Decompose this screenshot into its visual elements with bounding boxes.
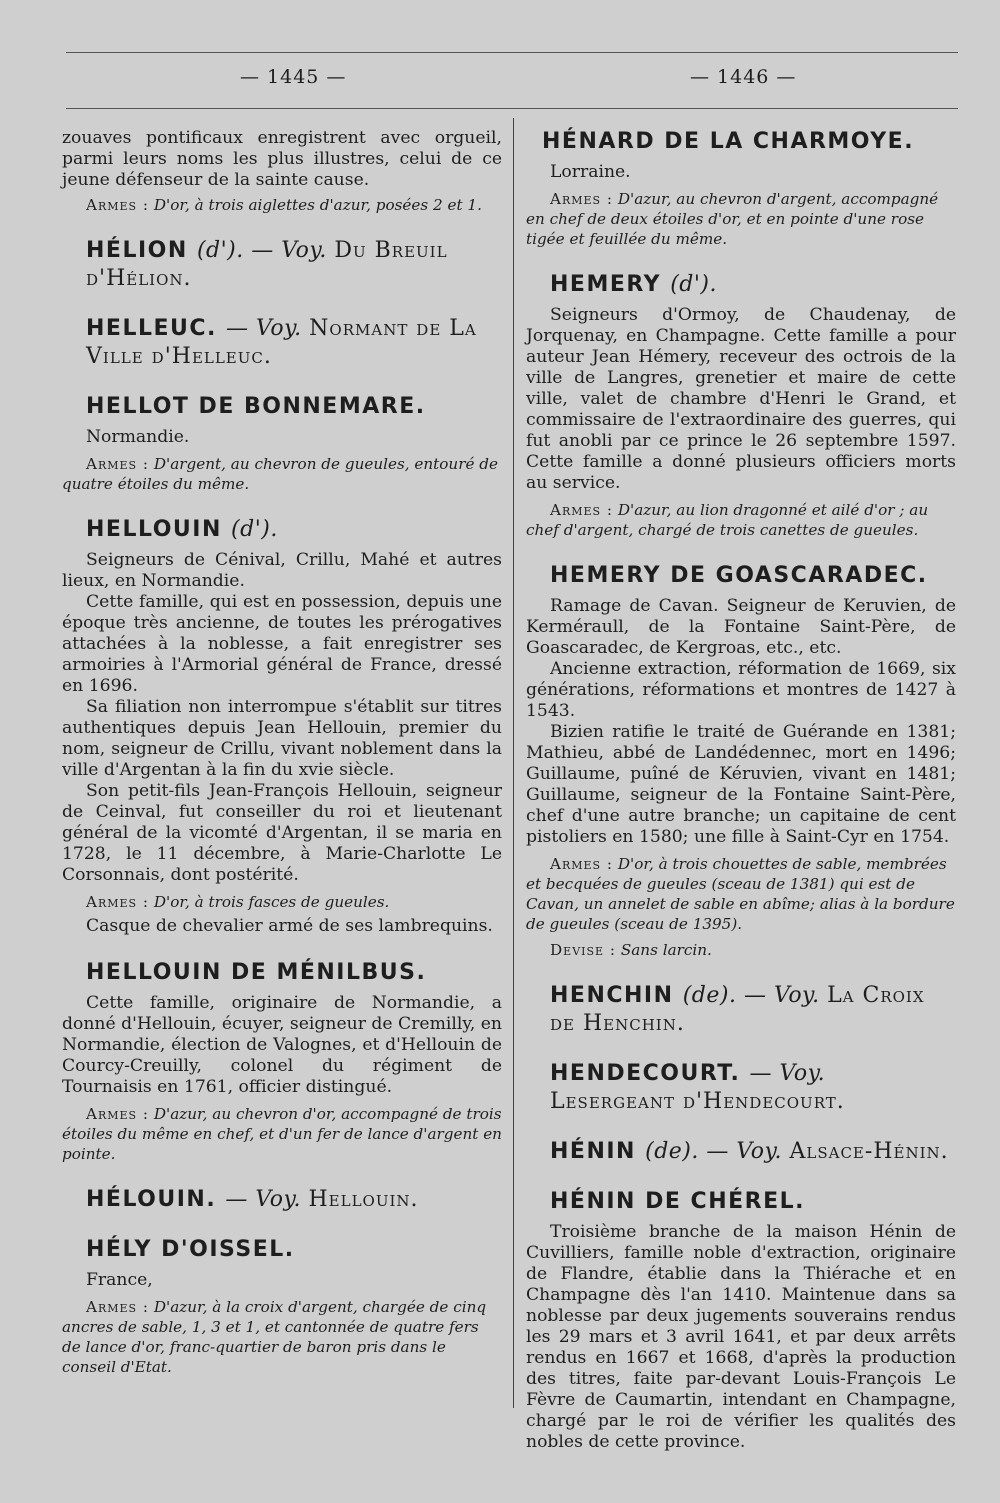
intro-armes bbox=[62, 195, 502, 215]
voy-text: — Voy. bbox=[706, 1139, 782, 1164]
entry-title-hendecourt bbox=[550, 1060, 956, 1116]
title-text: HÉNIN bbox=[550, 1139, 636, 1164]
title-particle: (d'). bbox=[196, 238, 244, 263]
title-particle: (de). bbox=[682, 983, 737, 1008]
intro-paragraph: zouaves pontificaux enregistrent avec orgueil, parmi leurs noms les plus illustres, celui de ce jeune défenseur de la sainte cause. bbox=[62, 128, 502, 190]
entry-title-menilbus: HELLOUIN DE MÉNILBUS. bbox=[86, 960, 427, 985]
region-hellot: Normandie. bbox=[86, 427, 190, 447]
title-text: HENCHIN bbox=[550, 983, 674, 1008]
armes-hemery bbox=[526, 500, 956, 540]
armes-text: D'azur, au chevron d'or, accompagné de trois étoiles du même en chef, et d'un fer de lance d'argent en pointe. bbox=[62, 1105, 502, 1163]
devise-label: Devise : bbox=[550, 941, 617, 959]
armes-hely bbox=[62, 1297, 502, 1377]
hellouin-paragraph-2: Cette famille, qui est en possession, depuis une époque très ancienne, de toutes les prérogatives attachées à la noblesse, a fait enregistrer ses armoiries à l'Armorial général de France, dressé en 1696. bbox=[62, 592, 502, 696]
region-hely: France, bbox=[86, 1270, 153, 1290]
armes-label: Armes : bbox=[550, 190, 614, 208]
entry-title-goascaradec: HEMERY DE GOASCARADEC. bbox=[550, 563, 928, 588]
column-divider bbox=[513, 118, 514, 1408]
armes-text: D'azur, à la croix d'argent, chargée de cinq ancres de sable, 1, 3 et 1, et cantonnée de quatre fers de lance d'or, franc-quartier de baron pris dans le conseil d'Etat. bbox=[62, 1298, 487, 1376]
hellouin-casque: Casque de chevalier armé de ses lambrequins. bbox=[86, 916, 493, 936]
title-text: HELLEUC. bbox=[86, 316, 217, 341]
voy-text: — Voy. bbox=[749, 1061, 826, 1086]
entry-title-hely: HÉLY D'OISSEL. bbox=[86, 1237, 295, 1262]
armes-text: D'azur, au chevron d'argent, accompagné en chef de deux étoiles d'or, et en pointe d'une rose tigée et feuillée du même. bbox=[526, 190, 939, 248]
goas-paragraph-3: Bizien ratifie le traité de Guérande en 1381; Mathieu, abbé de Landédennec, mort en 1496; Guillaume, puîné de Kéruvien, vivant en 1481; Guillaume, seigneur de la Fontaine Saint-Père, chef d'une autre branche; un capitaine de cent pistoliers en 1580; une fille à Saint-Cyr en 1754. bbox=[526, 722, 956, 847]
armes-label: Armes : bbox=[86, 1298, 150, 1316]
title-particle: (d'). bbox=[231, 517, 278, 542]
title-particle: (de). bbox=[645, 1139, 699, 1164]
cross-reference: Du Breuil d'Hélion. bbox=[86, 238, 448, 291]
armes-hellot bbox=[62, 454, 502, 494]
cross-reference: Lesergeant d'Hendecourt. bbox=[550, 1089, 845, 1114]
cherel-paragraph-1: Troisième branche de la maison Hénin de Cuvilliers, famille noble d'extraction, originaire de Flandre, établie dans la Thiérache et en Champagne dès l'an 1410. Maintenue dans sa noblesse par deux jugements souverains rendus les 29 mars et 3 avril 1641, et par deux arrêts rendus en 1667 et 1668, d'après la production des titres, faite par-devant Louis-François Le Fèvre de Caumartin, intendant en Champagne, chargé par le roi de vérifier les qualités des nobles de cette province. bbox=[526, 1222, 956, 1452]
entry-title-henchin bbox=[550, 982, 956, 1038]
voy-text: — Voy. bbox=[743, 983, 820, 1008]
armes-text: D'argent, au chevron de gueules, entouré de quatre étoiles du même. bbox=[62, 455, 498, 493]
armes-label: Armes : bbox=[86, 893, 150, 911]
armes-hellouin bbox=[62, 892, 502, 912]
voy-text: — Voy. bbox=[225, 1187, 301, 1212]
armes-label: Armes : bbox=[86, 196, 150, 214]
armes-label: Armes : bbox=[550, 855, 614, 873]
title-text: HELLOUIN bbox=[86, 517, 222, 542]
armes-label: Armes : bbox=[86, 1105, 150, 1123]
armes-text: D'or, à trois chouettes de sable, membrées et becquées de gueules (sceau de 1381) qui est de Cavan, un annelet de sable en abîme; alias à la bordure de gueules (sceau de 1395). bbox=[526, 855, 955, 933]
title-particle: (d'). bbox=[670, 272, 717, 297]
entry-title-hellouin bbox=[86, 516, 502, 544]
entry-title-cherel: HÉNIN DE CHÉREL. bbox=[550, 1189, 805, 1214]
armes-text: D'or, à trois aiglettes d'azur, posées 2 et 1. bbox=[153, 196, 482, 214]
hellouin-paragraph-4: Son petit-fils Jean-François Hellouin, seigneur de Ceinval, fut conseiller du roi et lieutenant général de la vicomté d'Argentan, il se maria en 1728, le 11 décembre, à Marie-Charlotte Le Corsonnais, dont postérité. bbox=[62, 781, 502, 885]
page-number-right: — 1446 — bbox=[690, 66, 797, 88]
header-rule bbox=[66, 108, 958, 109]
hemery-paragraph-1: Seigneurs d'Ormoy, de Chaudenay, de Jorquenay, en Champagne. Cette famille a pour auteur Jean Hémery, receveur des octrois de la ville de Langres, grenetier et maire de cette ville, valet de chambre d'Henri le Grand, et commissaire de l'extraordinaire des guerres, qui fut anobli par ce prince le 26 septembre 1597. Cette famille a donné plusieurs officiers morts au service. bbox=[526, 305, 956, 493]
cross-reference: La Croix de Henchin. bbox=[550, 983, 925, 1036]
cross-reference: Hellouin. bbox=[308, 1187, 419, 1212]
voy-text: — Voy. bbox=[251, 238, 327, 263]
left-column bbox=[62, 128, 502, 1377]
entry-title-henard: HÉNARD DE LA CHARMOYE. bbox=[542, 129, 915, 154]
armes-text: D'or, à trois fasces de gueules. bbox=[153, 893, 390, 911]
top-rule bbox=[66, 52, 958, 53]
page-number-left: — 1445 — bbox=[240, 66, 347, 88]
goas-paragraph-2: Ancienne extraction, réformation de 1669, six générations, réformations et montres de 1427 à 1543. bbox=[526, 659, 956, 721]
devise-goas bbox=[526, 940, 956, 960]
armes-label: Armes : bbox=[86, 455, 150, 473]
goas-paragraph-1: Ramage de Cavan. Seigneur de Keruvien, de Kerméraull, de la Fontaine Saint-Père, de Goascaradec, de Kergroas, etc., etc. bbox=[526, 596, 956, 658]
title-text: HENDECOURT. bbox=[550, 1061, 741, 1086]
region-henard: Lorraine. bbox=[550, 162, 631, 182]
entry-title-hemery bbox=[550, 271, 956, 299]
title-text: HÉLOUIN. bbox=[86, 1187, 217, 1212]
entry-title-hellot: HELLOT DE BONNEMARE. bbox=[86, 394, 426, 419]
entry-title-henin bbox=[550, 1138, 956, 1166]
armes-goas bbox=[526, 854, 956, 934]
armes-label: Armes : bbox=[550, 501, 614, 519]
title-text: HEMERY bbox=[550, 272, 662, 297]
armes-menilbus bbox=[62, 1104, 502, 1164]
cross-reference: Normant de La Ville d'Helleuc. bbox=[86, 316, 477, 369]
hellouin-paragraph-1: Seigneurs de Cénival, Crillu, Mahé et autres lieux, en Normandie. bbox=[62, 550, 502, 591]
right-column bbox=[526, 128, 956, 1453]
entry-title-helion bbox=[86, 237, 502, 293]
menilbus-paragraph-1: Cette famille, originaire de Normandie, a donné d'Hellouin, écuyer, seigneur de Cremilly, en Normandie, élection de Valognes, et d'Hellouin de Courcy-Creuilly, colonel du régiment de Tournaisis en 1761, officier distingué. bbox=[62, 993, 502, 1097]
entry-title-helleuc bbox=[86, 315, 502, 371]
entry-title-helouin bbox=[86, 1186, 502, 1214]
cross-reference: Alsace-Hénin. bbox=[789, 1139, 949, 1164]
armes-text: D'azur, au lion dragonné et ailé d'or ; au chef d'argent, chargé de trois canettes de gueules. bbox=[526, 501, 929, 539]
voy-text: — Voy. bbox=[226, 316, 302, 341]
hellouin-paragraph-3: Sa filiation non interrompue s'établit sur titres authentiques depuis Jean Hellouin, premier du nom, seigneur de Crillu, vivant noblement dans la ville d'Argentan à la fin du xvie siècle. bbox=[62, 697, 502, 780]
title-text: HÉLION bbox=[86, 238, 188, 263]
devise-text: Sans larcin. bbox=[620, 941, 712, 959]
armes-henard bbox=[526, 189, 956, 249]
